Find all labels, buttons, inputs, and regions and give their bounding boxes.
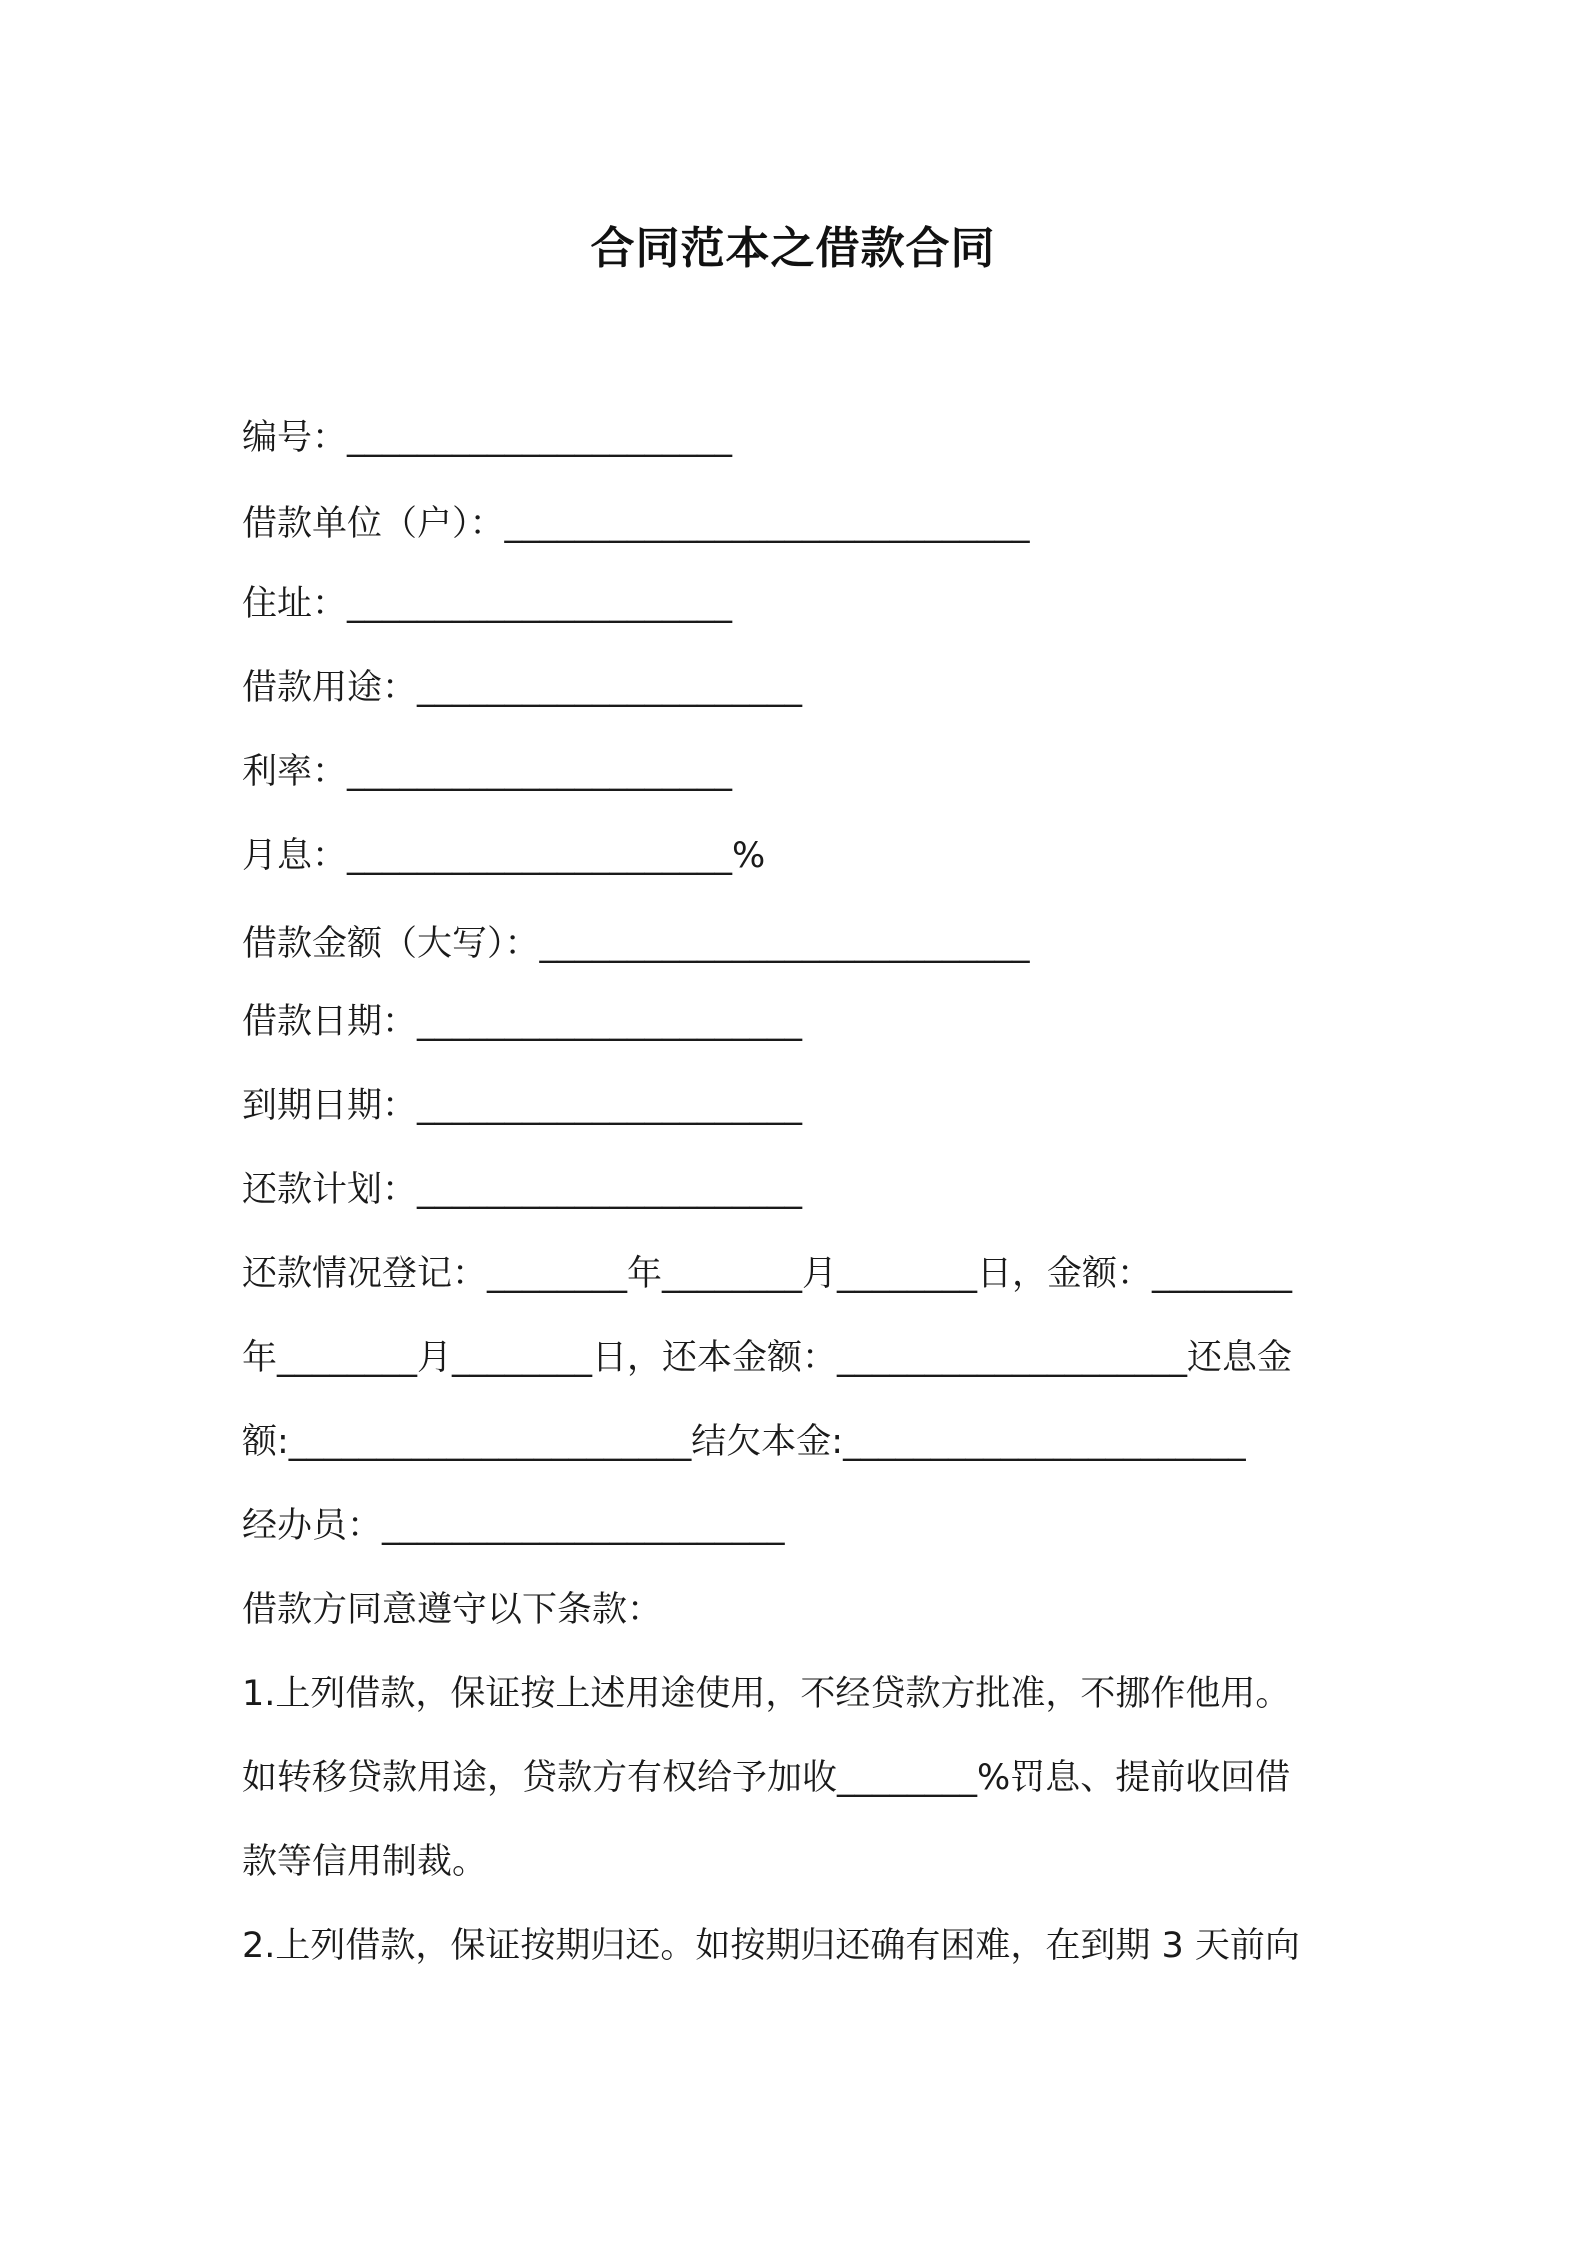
field-number: 编号：______________________ <box>242 418 733 458</box>
field-handler: 经办员：_______________________ <box>242 1506 785 1546</box>
repayment-record-line-3: 额:_______________________结欠本金:_______________________ <box>242 1422 1246 1462</box>
clause-1-line-2: 如转移贷款用途，贷款方有权给予加收________%罚息、提前收回借 <box>242 1758 1291 1798</box>
field-due-date: 到期日期：______________________ <box>242 1086 803 1126</box>
field-loan-date: 借款日期：______________________ <box>242 1002 803 1042</box>
field-address: 住址：______________________ <box>242 584 733 624</box>
field-rate: 利率：______________________ <box>242 752 733 792</box>
field-purpose: 借款用途：______________________ <box>242 668 803 708</box>
clause-1-line-3: 款等信用制裁。 <box>242 1842 488 1882</box>
document-title: 合同范本之借款合同 <box>590 223 996 274</box>
clause-2-line-1: 2.上列借款，保证按期归还。如按期归还确有困难，在到期 3 天前向 <box>242 1926 1300 1966</box>
repayment-record-line-2: 年________月________日，还本金额：____________________还息金 <box>242 1338 1293 1378</box>
repayment-record-line-1: 还款情况登记：________年________月________日，金额：________ <box>242 1254 1293 1294</box>
clause-1-line-1: 1.上列借款，保证按上述用途使用，不经贷款方批准，不挪作他用。 <box>242 1674 1291 1714</box>
field-amount-upper: 借款金额（大写）：____________________________ <box>242 924 1030 964</box>
field-borrower: 借款单位（户）：______________________________ <box>242 504 1030 544</box>
field-monthly-interest: 月息：______________________% <box>242 836 766 876</box>
terms-intro: 借款方同意遵守以下条款： <box>242 1590 663 1630</box>
field-repayment-plan: 还款计划：______________________ <box>242 1170 803 1210</box>
